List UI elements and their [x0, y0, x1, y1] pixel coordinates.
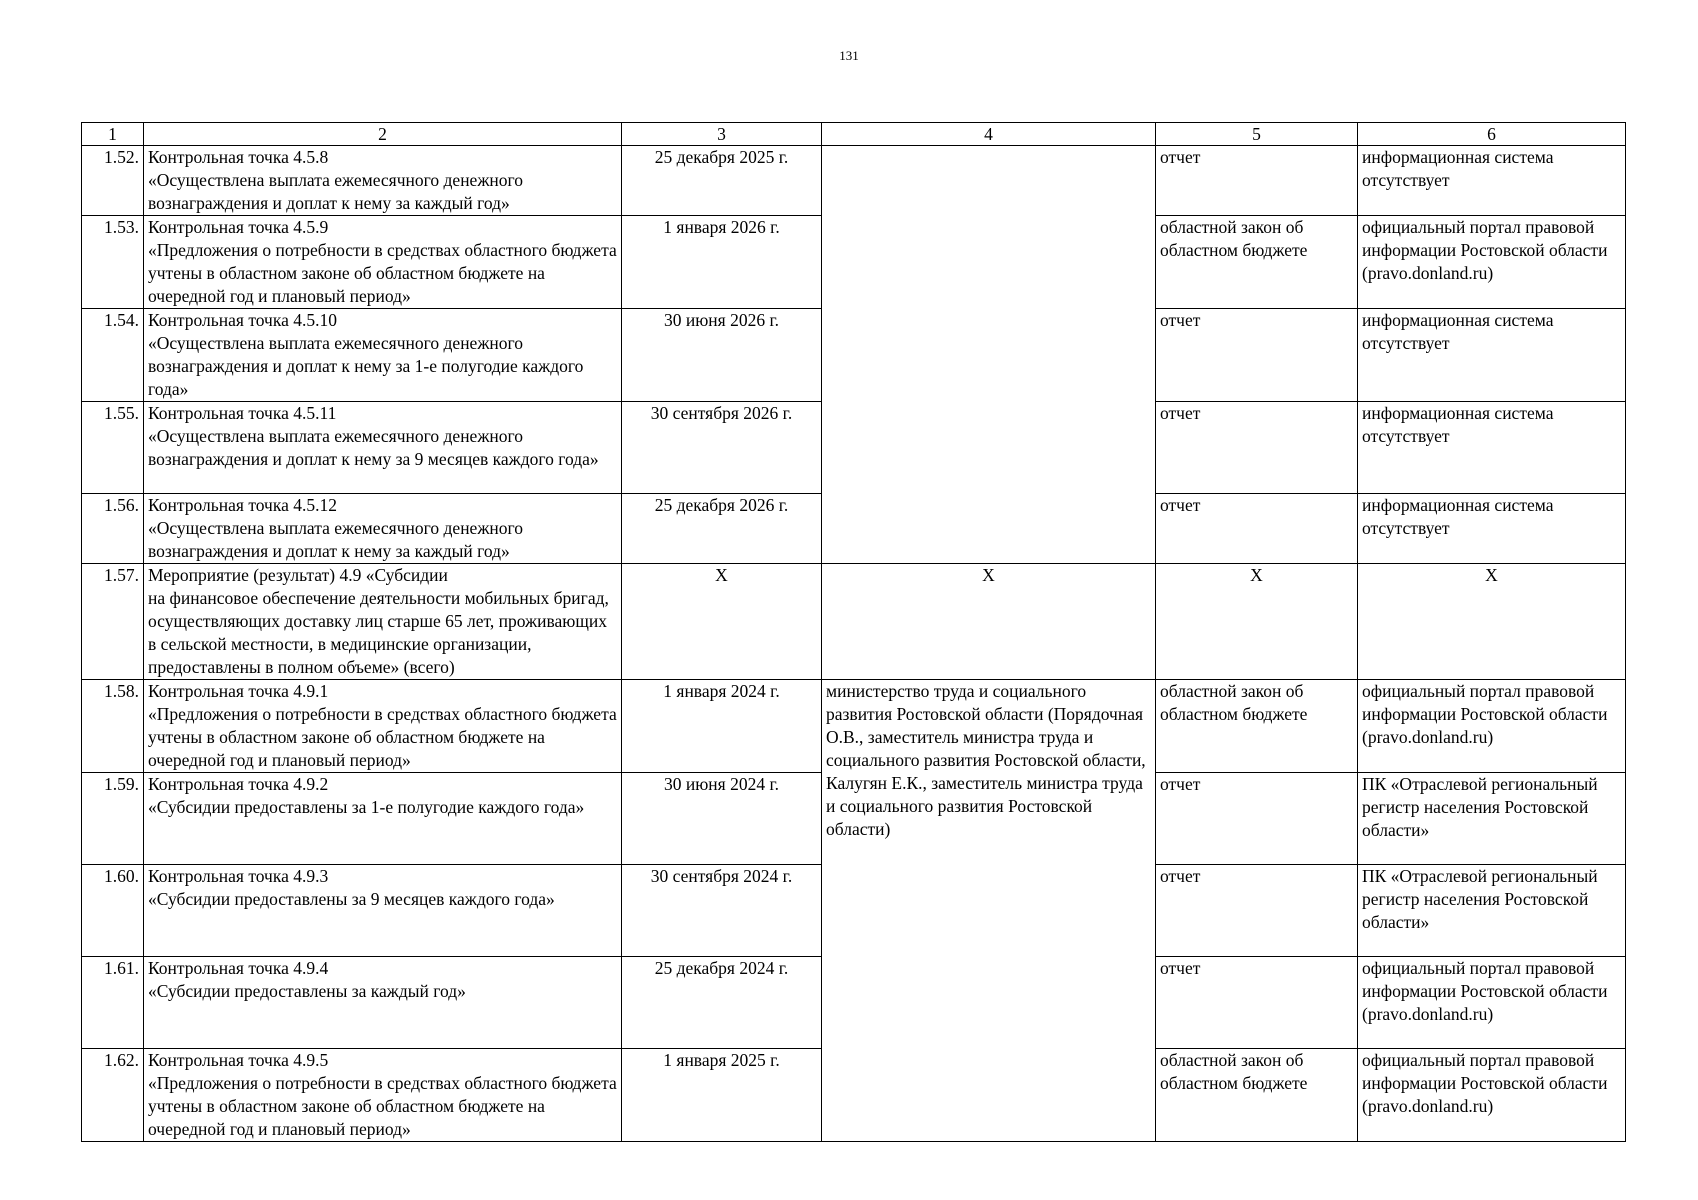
row-document: отчет — [1156, 957, 1358, 1049]
row-number: 1.56. — [82, 494, 144, 564]
row-responsible: X — [822, 564, 1156, 680]
row-description: Контрольная точка 4.5.11 «Осуществлена выплата ежемесячного денежного вознаграждения и доплат к нему за 9 месяцев каждого года» — [144, 402, 622, 494]
row-number: 1.61. — [82, 957, 144, 1049]
table-row — [82, 680, 1626, 773]
column-header: 5 — [1156, 123, 1358, 146]
row-date: 30 сентября 2024 г. — [622, 865, 822, 957]
column-header: 4 — [822, 123, 1156, 146]
row-date: 30 сентября 2026 г. — [622, 402, 822, 494]
row-number: 1.57. — [82, 564, 144, 680]
row-description: Контрольная точка 4.9.2 «Субсидии предоставлены за 1-е полугодие каждого года» — [144, 773, 622, 865]
row-source: информационная система отсутствует — [1358, 309, 1626, 402]
row-source: информационная система отсутствует — [1358, 494, 1626, 564]
row-responsible-empty — [822, 146, 1156, 564]
row-source: информационная система отсутствует — [1358, 402, 1626, 494]
row-date: 1 января 2025 г. — [622, 1049, 822, 1142]
row-document: отчет — [1156, 309, 1358, 402]
row-document: отчет — [1156, 494, 1358, 564]
row-date: 1 января 2024 г. — [622, 680, 822, 773]
row-document: X — [1156, 564, 1358, 680]
row-description: Контрольная точка 4.5.8 «Осуществлена выплата ежемесячного денежного вознаграждения и доплат к нему за каждый год» — [144, 146, 622, 216]
row-source: официальный портал правовой информации Ростовской области (pravo.donland.ru) — [1358, 957, 1626, 1049]
row-source: официальный портал правовой информации Ростовской области (pravo.donland.ru) — [1358, 216, 1626, 309]
row-number: 1.58. — [82, 680, 144, 773]
row-number: 1.60. — [82, 865, 144, 957]
row-description: Контрольная точка 4.9.5 «Предложения о потребности в средствах областного бюджета учтены в областном законе об областном бюджете на очередной год и плановый период» — [144, 1049, 622, 1142]
row-date: 25 декабря 2026 г. — [622, 494, 822, 564]
row-description: Контрольная точка 4.9.1 «Предложения о потребности в средствах областного бюджета учтены в областном законе об областном бюджете на очередной год и плановый период» — [144, 680, 622, 773]
row-description: Контрольная точка 4.9.3 «Субсидии предоставлены за 9 месяцев каждого года» — [144, 865, 622, 957]
row-date: 1 января 2026 г. — [622, 216, 822, 309]
row-number: 1.62. — [82, 1049, 144, 1142]
row-number: 1.52. — [82, 146, 144, 216]
row-document: отчет — [1156, 773, 1358, 865]
row-date: 25 декабря 2025 г. — [622, 146, 822, 216]
row-document: областной закон об областном бюджете — [1156, 216, 1358, 309]
column-header: 2 — [144, 123, 622, 146]
row-source: официальный портал правовой информации Ростовской области (pravo.donland.ru) — [1358, 1049, 1626, 1142]
row-number: 1.53. — [82, 216, 144, 309]
row-date: 25 декабря 2024 г. — [622, 957, 822, 1049]
column-header: 1 — [82, 123, 144, 146]
row-description: Контрольная точка 4.5.10 «Осуществлена выплата ежемесячного денежного вознаграждения и доплат к нему за 1-е полугодие каждого года» — [144, 309, 622, 402]
row-document: областной закон об областном бюджете — [1156, 1049, 1358, 1142]
row-source: официальный портал правовой информации Ростовской области (pravo.donland.ru) — [1358, 680, 1626, 773]
row-document: отчет — [1156, 865, 1358, 957]
table-row — [82, 564, 1626, 680]
row-number: 1.54. — [82, 309, 144, 402]
row-source: ПК «Отраслевой региональный регистр населения Ростовской области» — [1358, 865, 1626, 957]
column-header: 6 — [1358, 123, 1626, 146]
row-description: Мероприятие (результат) 4.9 «Субсидии на финансовое обеспечение деятельности мобильных бригад, осуществляющих доставку лиц старше 65 лет, проживающих в сельской местности, в медицинские организации, предоставлены в полном объеме» (всего) — [144, 564, 622, 680]
row-number: 1.59. — [82, 773, 144, 865]
row-source: информационная система отсутствует — [1358, 146, 1626, 216]
row-description: Контрольная точка 4.5.12 «Осуществлена выплата ежемесячного денежного вознаграждения и доплат к нему за каждый год» — [144, 494, 622, 564]
page-number: 131 — [839, 48, 859, 63]
row-document: областной закон об областном бюджете — [1156, 680, 1358, 773]
row-description: Контрольная точка 4.5.9 «Предложения о потребности в средствах областного бюджета учтены в областном законе об областном бюджете на очередной год и плановый период» — [144, 216, 622, 309]
column-header: 3 — [622, 123, 822, 146]
table-header-row — [82, 123, 1626, 146]
row-document: отчет — [1156, 402, 1358, 494]
control-points-table — [81, 122, 1626, 1142]
row-source: X — [1358, 564, 1626, 680]
row-date: 30 июня 2026 г. — [622, 309, 822, 402]
row-responsible: министерство труда и социального развития Ростовской области (Порядочная О.В., заместитель министра труда и социального развития Ростовской области, Калугян Е.К., заместитель министра труда и социального развития Ростовской области) — [822, 680, 1156, 1142]
row-date: X — [622, 564, 822, 680]
row-source: ПК «Отраслевой региональный регистр населения Ростовской области» — [1358, 773, 1626, 865]
table-row — [82, 146, 1626, 216]
row-number: 1.55. — [82, 402, 144, 494]
row-description: Контрольная точка 4.9.4 «Субсидии предоставлены за каждый год» — [144, 957, 622, 1049]
row-date: 30 июня 2024 г. — [622, 773, 822, 865]
row-document: отчет — [1156, 146, 1358, 216]
